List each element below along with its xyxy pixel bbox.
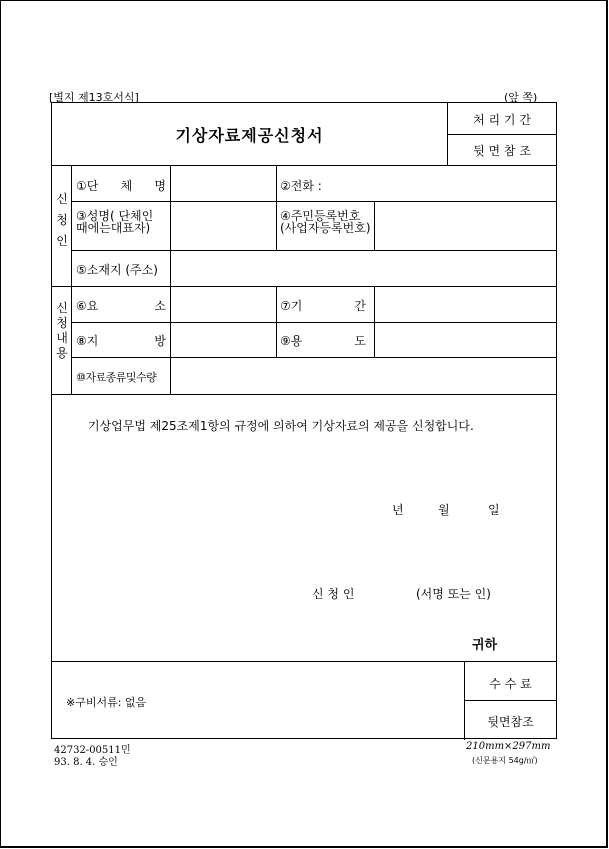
address-label: ⑤소재지 (주소) [76, 263, 158, 277]
date-month: 월 [438, 503, 450, 517]
declaration-text: 기상업무법 제25조제1항의 규정에 의하여 기상자료의 제공을 신청합니다. [88, 419, 474, 433]
fee-label: 수 수 료 [489, 677, 532, 691]
request-section-label: 신 청 내 용 [56, 301, 68, 360]
name-label: ③성명( 단체인 때에는대표자) [76, 209, 154, 235]
element-label: ⑥요 소 [76, 299, 166, 313]
signer-label: 신 청 인 [312, 587, 355, 601]
required-documents: ※구비서류: 없음 [66, 696, 147, 709]
page-side-label: (앞 쪽) [504, 91, 538, 104]
phone-field[interactable] [352, 167, 556, 200]
addressee: 귀하 [472, 638, 498, 653]
data-types-field[interactable] [172, 359, 556, 393]
processing-period-label: 처 리 기 간 [473, 113, 531, 127]
org-name-label: ①단 체 명 [76, 179, 166, 193]
form-code: 42732-00511민 [54, 745, 131, 756]
paper-size: 210mm×297mm [466, 741, 551, 752]
period-label: ⑦기 간 [280, 299, 366, 313]
purpose-field[interactable] [376, 324, 556, 356]
approval-date: 93. 8. 4. 승인 [54, 757, 118, 768]
phone-label: ②전화 : [280, 179, 322, 193]
address-field[interactable] [172, 252, 556, 285]
id-number-field[interactable] [376, 203, 556, 249]
purpose-label: ⑨용 도 [280, 334, 366, 348]
region-field[interactable] [172, 324, 274, 356]
period-field[interactable] [376, 288, 556, 321]
form-number: [별지 제13호서식] [49, 91, 139, 104]
region-label: ⑧지 방 [76, 334, 166, 348]
application-form [51, 102, 557, 739]
org-name-field[interactable] [172, 167, 274, 200]
processing-period-value: 뒷 면 참 조 [473, 144, 531, 158]
signature-note: (서명 또는 인) [416, 587, 491, 601]
element-field[interactable] [172, 288, 274, 321]
paper-type: (신문용지 54g/㎡) [472, 756, 538, 765]
date-year: 년 [392, 503, 404, 517]
id-number-label: ④주민등록번호 (사업자등록번호) [280, 209, 371, 235]
fee-value: 뒷면참조 [487, 715, 534, 729]
name-field[interactable] [172, 203, 274, 249]
data-types-label: ⑩자료종류및수량 [76, 371, 157, 384]
date-day: 일 [488, 503, 500, 517]
applicant-section-label: 신 청 인 [56, 192, 68, 248]
form-title: 기상자료제공신청서 [175, 126, 324, 145]
